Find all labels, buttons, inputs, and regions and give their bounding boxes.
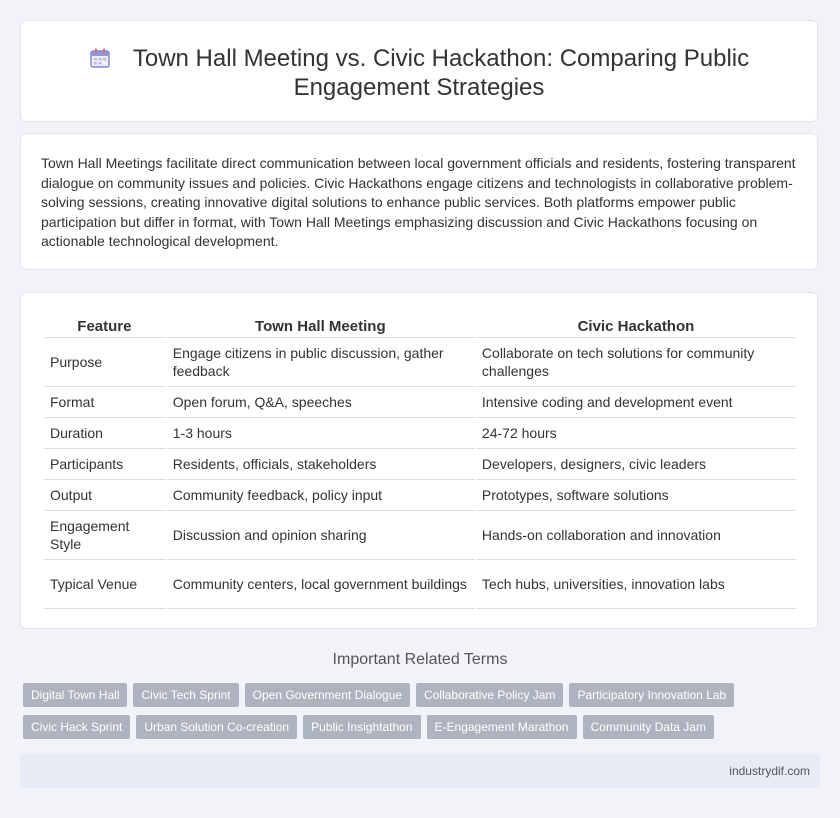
table-row [44,338,796,387]
feature-cell: Engagement Style [44,511,165,560]
related-terms-tags [23,683,823,747]
table-row [44,560,796,609]
table-row [44,480,796,511]
intro-text: Town Hall Meetings facilitate direct communication between local government officials and residents, fostering transparent dialogue on community issues and policies. Civic Hackathons engage citizens and technologists in collaborative problem-solving sessions, creating innovative digital solutions to enhance public services. Both platforms empower public participation but differ in format, with Town Hall Meetings emphasizing discussion and Civic Hackathons focusing on actionable technological development. [41,155,796,250]
tag-public-insightathon[interactable]: Public Insightathon [303,715,420,739]
tag-open-government-dialogue[interactable]: Open Government Dialogue [245,683,410,707]
intro-card [20,133,818,270]
footer-site[interactable]: industrydif.com [729,764,810,778]
hackathon-cell: Developers, designers, civic leaders [476,449,796,480]
town-hall-cell: Discussion and opinion sharing [167,511,474,560]
town-hall-cell: Engage citizens in public discussion, gather feedback [167,338,474,387]
table-header-row [44,315,796,338]
footer [20,754,820,788]
tag-row-2 [23,715,823,739]
header-hackathon: Civic Hackathon [476,315,796,338]
tag-civic-tech-sprint[interactable]: Civic Tech Sprint [133,683,238,707]
header-town-hall: Town Hall Meeting [167,315,474,338]
comparison-card [20,292,818,629]
tag-urban-solution-co-creation[interactable]: Urban Solution Co-creation [136,715,297,739]
table-row [44,449,796,480]
tag-e-engagement-marathon[interactable]: E-Engagement Marathon [427,715,577,739]
feature-cell: Purpose [44,338,165,387]
hackathon-cell: Collaborate on tech solutions for community challenges [476,338,796,387]
hackathon-cell: Intensive coding and development event [476,387,796,418]
table-row [44,511,796,560]
hackathon-cell: Tech hubs, universities, innovation labs [476,560,796,609]
hackathon-cell: Prototypes, software solutions [476,480,796,511]
town-hall-cell: 1-3 hours [167,418,474,449]
title-line-2: Engagement Strategies [293,74,545,101]
town-hall-cell: Residents, officials, stakeholders [167,449,474,480]
title-card [20,20,818,122]
related-terms-title: Important Related Terms [332,651,508,668]
tag-collaborative-policy-jam[interactable]: Collaborative Policy Jam [416,683,563,707]
comparison-table [42,315,798,609]
tag-digital-town-hall[interactable]: Digital Town Hall [23,683,127,707]
hackathon-cell: 24-72 hours [476,418,796,449]
feature-cell: Duration [44,418,165,449]
title-line-1: Town Hall Meeting vs. Civic Hackathon: Comparing Public [132,45,750,72]
town-hall-cell: Community feedback, policy input [167,480,474,511]
table-row [44,418,796,449]
town-hall-cell: Community centers, local government buildings [167,560,474,609]
tag-community-data-jam[interactable]: Community Data Jam [583,715,714,739]
table-row [44,387,796,418]
tag-civic-hack-sprint[interactable]: Civic Hack Sprint [23,715,130,739]
page-title [21,44,817,102]
feature-cell: Participants [44,449,165,480]
header-feature: Feature [44,315,165,338]
feature-cell: Typical Venue [44,560,165,609]
feature-cell: Format [44,387,165,418]
hackathon-cell: Hands-on collaboration and innovation [476,511,796,560]
feature-cell: Output [44,480,165,511]
town-hall-cell: Open forum, Q&A, speeches [167,387,474,418]
tag-row-1 [23,683,823,707]
tag-participatory-innovation-lab[interactable]: Participatory Innovation Lab [569,683,734,707]
calendar-icon [89,47,111,69]
